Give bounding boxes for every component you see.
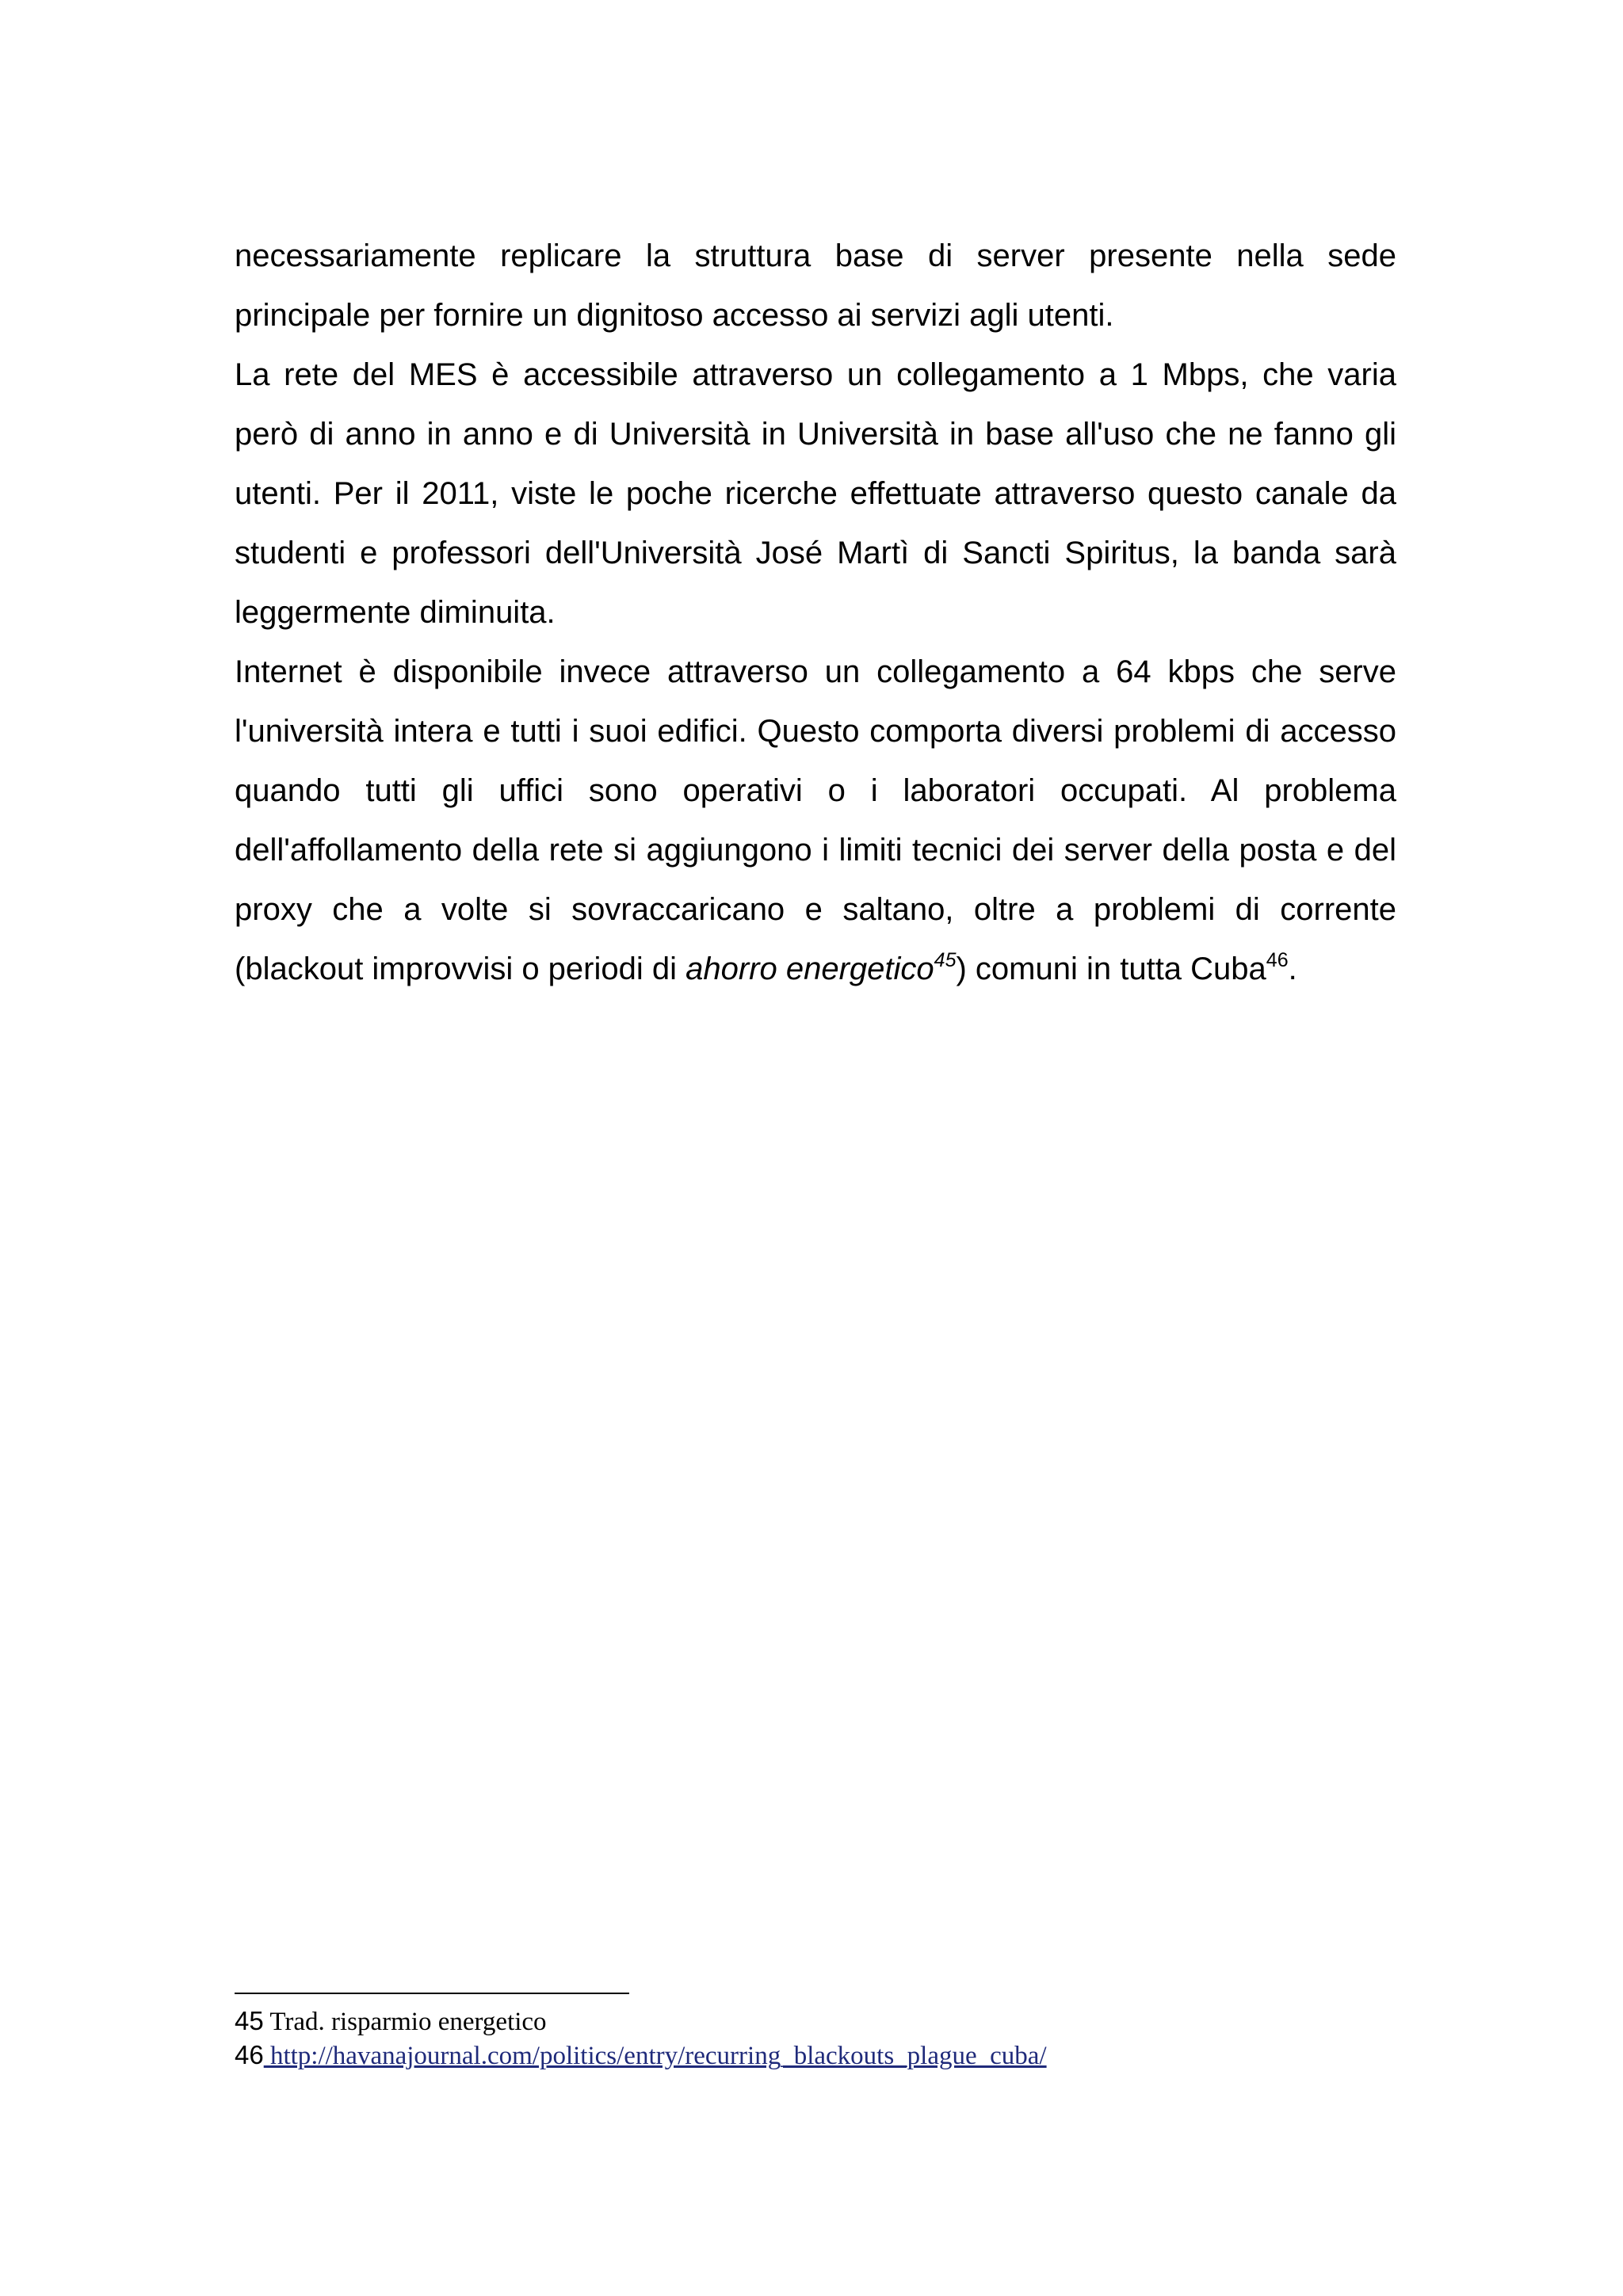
footnote-reference[interactable]: 46 [1266,948,1289,971]
footnote-item [235,2004,1396,2039]
paragraph-text: Internet è disponibile invece attraverso un collegamento a 64 kbps che serve l'università intera e tutti i suoi edifici. Questo comporta diversi problemi di accesso quando tutti gli uffici sono operativi o i laboratori occupati. Al problema dell'affollamento della rete si aggiungono i limiti tecnici dei server della posta e del proxy che a volte si sovraccaricano e saltano, oltre a problemi di corrente (blackout improvvisi o periodi di [235,654,1396,986]
footnote-link[interactable]: http://havanajournal.com/politics/entry/recurring_blackouts_plague_cuba/ [263,2042,1047,2070]
footnote-reference[interactable]: 45 [934,948,957,971]
footnote-number: 45 [235,2006,264,2035]
paragraph-text: ) comuni in tutta Cuba [956,952,1266,986]
footnote-number: 46 [235,2040,264,2069]
body-text [235,227,1396,999]
footnote-text: Trad. risparmio energetico [263,2008,547,2036]
paragraph [235,643,1396,999]
paragraph: necessariamente replicare la struttura base di server presente nella sede principale per fornire un dignitoso accesso ai servizi agli utenti. [235,238,1396,333]
paragraph-text: . [1288,952,1297,986]
footnotes [235,2004,1396,2073]
footnote-separator [235,1993,629,1994]
italic-term: ahorro energetico [685,952,934,986]
paragraph: La rete del MES è accessibile attraverso un collegamento a 1 Mbps, che varia però di anno in anno e di Università in Università in base all'uso che ne fanno gli utenti. Per il 2011, viste le poche ricerche effettuate attraverso questo canale da studenti e professori dell'Università José Martì di Sancti Spiritus, la banda sarà leggermente diminuita. [235,357,1396,630]
footnote-item [235,2039,1396,2073]
